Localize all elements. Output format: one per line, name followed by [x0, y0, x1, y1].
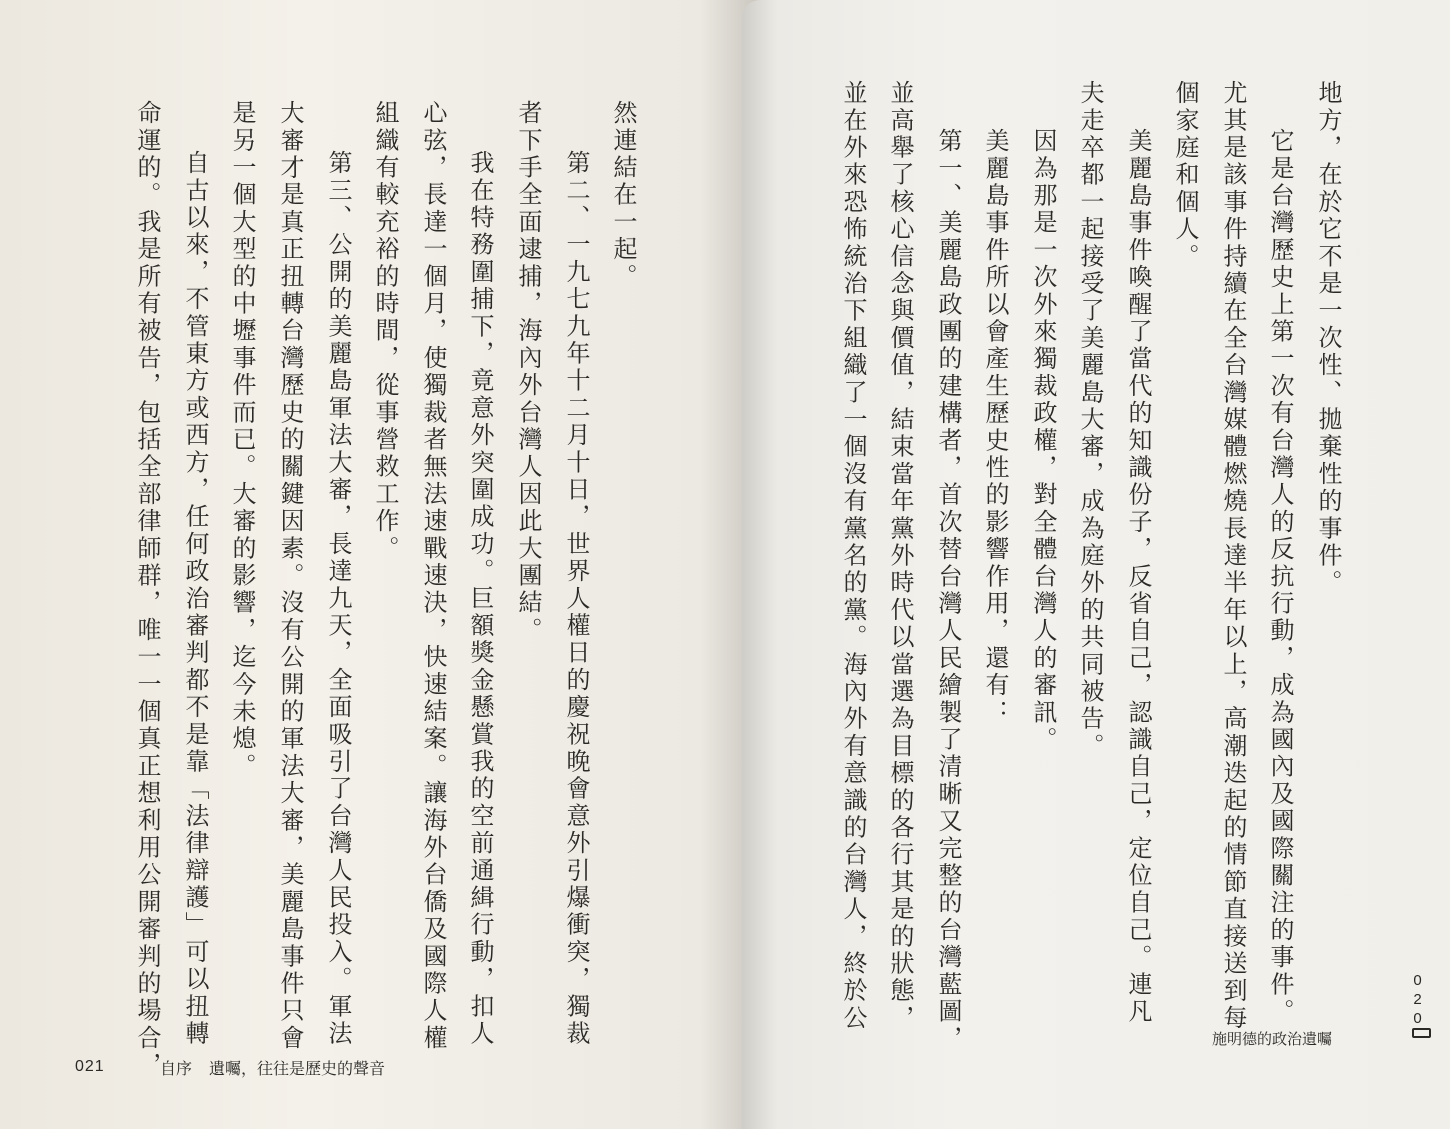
page-number: 021 — [75, 1058, 105, 1075]
page-number-mark — [1412, 1028, 1431, 1038]
text-column: 大審才是真正扭轉台灣歷史的關鍵因素。沒有公開的軍法大審，美麗島事件只會 — [276, 100, 304, 1052]
text-column: 尤其是該事件持續在全台灣媒體燃燒長達半年以上，高潮迭起的情節直接送到每 — [1219, 80, 1247, 1032]
text-column: 自古以來，不管東方或西方，任何政治審判都不是靠「法律辯護」可以扭轉 — [181, 150, 209, 1048]
text-column: 地方，在於它不是一次性、拋棄性的事件。 — [1314, 80, 1342, 597]
text-column: 是另一個大型的中壢事件而已。大審的影響，迄今未熄。 — [228, 100, 256, 780]
text-column: 心弦，長達一個月，使獨裁者無法速戰速決，快速結案。讓海外台僑及國際人權 — [419, 100, 447, 1052]
running-head-section: 自序 — [160, 1061, 193, 1078]
text-column: 組織有較充裕的時間，從事營救工作。 — [371, 100, 399, 563]
text-column: 美麗島事件喚醒了當代的知識份子，反省自己，認識自己，定位自己。連凡 — [1124, 128, 1152, 1026]
page-number: 020 — [1409, 972, 1426, 1029]
text-column: 第二、一九七九年十二月十日，世界人權日的慶祝晚會意外引爆衝突，獨裁 — [562, 150, 590, 1048]
running-head-title: 遺囑，往往是歷史的聲音 — [209, 1061, 386, 1078]
text-column: 第三、公開的美麗島軍法大審，長達九天，全面吸引了台灣人民投入。軍法 — [324, 150, 352, 1048]
text-column: 夫走卒都一起接受了美麗島大審，成為庭外的共同被告。 — [1076, 80, 1104, 760]
text-column: 命運的。我是所有被告，包括全部律師群，唯一一個真正想利用公開審判的場合， — [133, 100, 161, 1080]
text-column: 美麗島事件所以會產生歷史性的影響作用，還有： — [981, 128, 1009, 727]
text-column: 我在特務圍捕下，竟意外突圍成功。巨額獎金懸賞我的空前通緝行動，扣人 — [466, 150, 494, 1048]
text-column: 第一、美麗島政團的建構者，首次替台灣人民繪製了清晰又完整的台灣藍圖， — [934, 128, 962, 1053]
text-column: 者下手全面逮捕，海內外台灣人因此大團結。 — [514, 100, 542, 644]
right-page — [742, 0, 1450, 1129]
running-head-title: 施明德的政治遺囑 — [1212, 1031, 1333, 1048]
text-column: 並在外來恐怖統治下組織了一個沒有黨名的黨。海內外有意識的台灣人，終於公 — [839, 80, 867, 1032]
text-column: 個家庭和個人。 — [1171, 80, 1199, 271]
text-column: 它是台灣歷史上第一次有台灣人的反抗行動，成為國內及國際關注的事件。 — [1266, 128, 1294, 1026]
text-column: 然連結在一起。 — [609, 100, 637, 291]
text-column: 並高舉了核心信念與價值，結束當年黨外時代以當選為目標的各行其是的狀態， — [886, 80, 914, 1032]
text-column: 因為那是一次外來獨裁政權，對全體台灣人的審訊。 — [1029, 128, 1057, 754]
